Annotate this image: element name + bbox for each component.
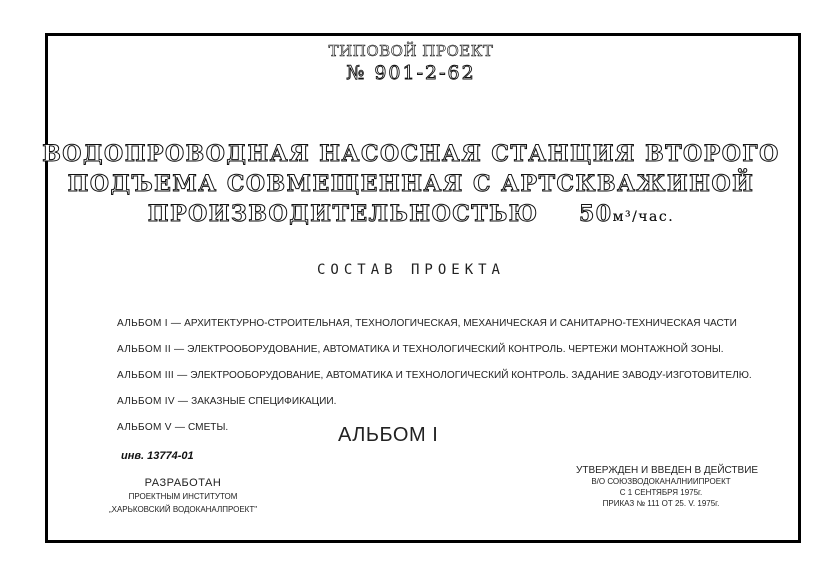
- album-number: АЛЬБОМ I —: [117, 317, 182, 329]
- album-description: СМЕТЫ.: [188, 421, 229, 433]
- album-description: ЗАКАЗНЫЕ СПЕЦИФИКАЦИИ.: [191, 395, 337, 407]
- album-item: [117, 310, 752, 336]
- developer-heading: РАЗРАБОТАН: [144, 477, 222, 489]
- approval-line-2: С 1 СЕНТЯБРЯ 1975г.: [619, 488, 703, 497]
- title-line-1: ВОДОПРОВОДНАЯ НАСОСНАЯ СТАНЦИЯ ВТОРОГО: [42, 141, 780, 167]
- album-description: АРХИТЕКТУРНО-СТРОИТЕЛЬНАЯ, ТЕХНОЛОГИЧЕСКАЯ, МЕХАНИЧЕСКАЯ И САНИТАРНО-ТЕХНИЧЕСКАЯ ЧАСТИ: [184, 317, 737, 329]
- album-item: [117, 362, 752, 388]
- approval-block: [576, 465, 759, 509]
- developer-line-2: „ХАРЬКОВСКИЙ ВОДОКАНАЛПРОЕКТ": [108, 505, 258, 514]
- capacity-unit: м³/час.: [612, 209, 675, 225]
- composition-heading: СОСТАВ ПРОЕКТА: [316, 262, 505, 278]
- current-album-label: АЛЬБОМ I: [338, 424, 439, 446]
- approval-line-3: ПРИКАЗ № 111 ОТ 25. V. 1975г.: [602, 499, 720, 508]
- title-line-3: [0, 201, 822, 227]
- approval-line-1: В/О СОЮЗВОДОКАНАЛНИИПРОЕКТ: [591, 477, 731, 486]
- inventory-number: инв. 13774-01: [121, 450, 194, 462]
- album-description: ЭЛЕКТРООБОРУДОВАНИЕ, АВТОМАТИКА И ТЕХНОЛОГИЧЕСКИЙ КОНТРОЛЬ. ЧЕРТЕЖИ МОНТАЖНОЙ ЗОНЫ.: [187, 343, 724, 355]
- album-description: ЭЛЕКТРООБОРУДОВАНИЕ, АВТОМАТИКА И ТЕХНОЛОГИЧЕСКИЙ КОНТРОЛЬ. ЗАДАНИЕ ЗАВОДУ-ИЗГОТОВИТЕЛЮ.: [190, 369, 752, 381]
- album-list: [117, 310, 778, 440]
- developer-line-1: ПРОЕКТНЫМ ИНСТИТУТОМ: [128, 492, 238, 501]
- album-number: АЛЬБОМ IV —: [117, 395, 189, 407]
- album-number: АЛЬБОМ V —: [117, 421, 186, 433]
- title-line-2: ПОДЪЕМА СОВМЕЩЕННАЯ С АРТСКВАЖИНОЙ: [67, 171, 755, 197]
- album-number: АЛЬБОМ III —: [117, 369, 188, 381]
- album-number: АЛЬБОМ II —: [117, 343, 185, 355]
- capacity-value: 50: [578, 201, 613, 227]
- approval-heading: УТВЕРЖДЕН И ВВЕДЕН В ДЕЙСТВИЕ: [576, 465, 759, 476]
- title-line-3-text: ПРОИЗВОДИТЕЛЬНОСТЬЮ: [147, 201, 539, 227]
- project-type: ТИПОВОЙ ПРОЕКТ: [328, 42, 494, 60]
- album-item: [117, 336, 752, 362]
- project-number: № 901-2-62: [346, 62, 476, 84]
- developer-block: [98, 477, 268, 516]
- album-item: [117, 388, 752, 414]
